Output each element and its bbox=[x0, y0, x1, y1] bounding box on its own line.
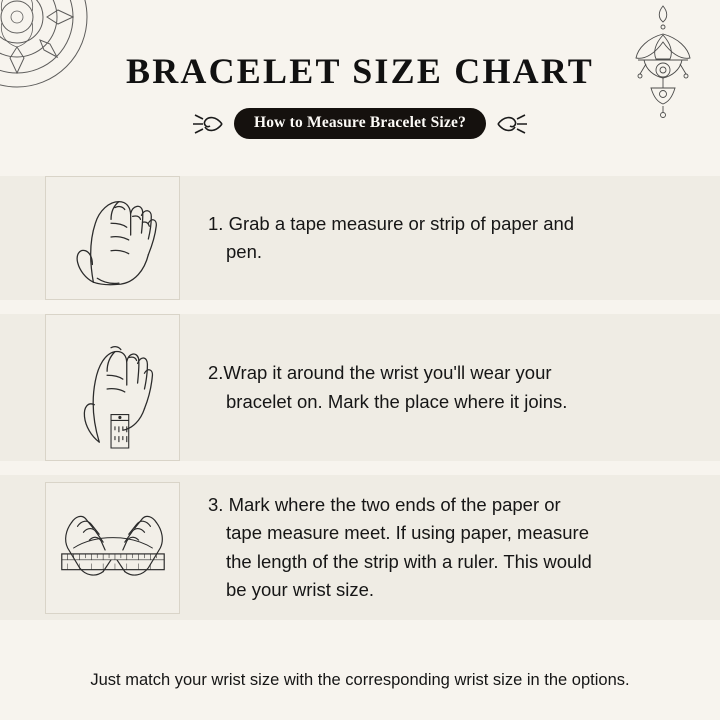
step-text bbox=[208, 210, 574, 266]
step-text-line: bracelet on. Mark the place where it joins. bbox=[226, 390, 568, 412]
step-text-line: tape measure meet. If using paper, measure bbox=[226, 522, 590, 544]
step-text bbox=[208, 491, 592, 603]
list-item bbox=[0, 314, 720, 461]
list-item bbox=[0, 176, 720, 300]
step-text-line: be your wrist size. bbox=[226, 578, 375, 600]
hand-with-tape-measure-illustration bbox=[45, 314, 180, 461]
subtitle-pill: How to Measure Bracelet Size? bbox=[234, 108, 486, 139]
step-text-line: the length of the strip with a ruler. This would bbox=[226, 550, 592, 572]
ornamental-flourish-icon-right bbox=[496, 113, 530, 135]
closed-fist-hand-illustration bbox=[45, 176, 180, 300]
step-text bbox=[208, 359, 567, 415]
list-item bbox=[0, 475, 720, 620]
step-text-line: 1. Grab a tape measure or strip of paper and bbox=[208, 212, 575, 234]
ornamental-flourish-icon-left bbox=[190, 113, 224, 135]
hands-holding-ruler-illustration bbox=[45, 482, 180, 614]
step-text-line: 2.Wrap it around the wrist you'll wear your bbox=[208, 362, 552, 384]
steps-list bbox=[0, 176, 720, 634]
page-title: BRACELET SIZE CHART bbox=[126, 51, 594, 91]
step-text-line: 3. Mark where the two ends of the paper or bbox=[208, 494, 561, 516]
subtitle-row bbox=[0, 108, 720, 139]
step-text-line: pen. bbox=[226, 241, 263, 262]
footer-note: Just match your wrist size with the corresponding wrist size in the options. bbox=[90, 671, 630, 689]
